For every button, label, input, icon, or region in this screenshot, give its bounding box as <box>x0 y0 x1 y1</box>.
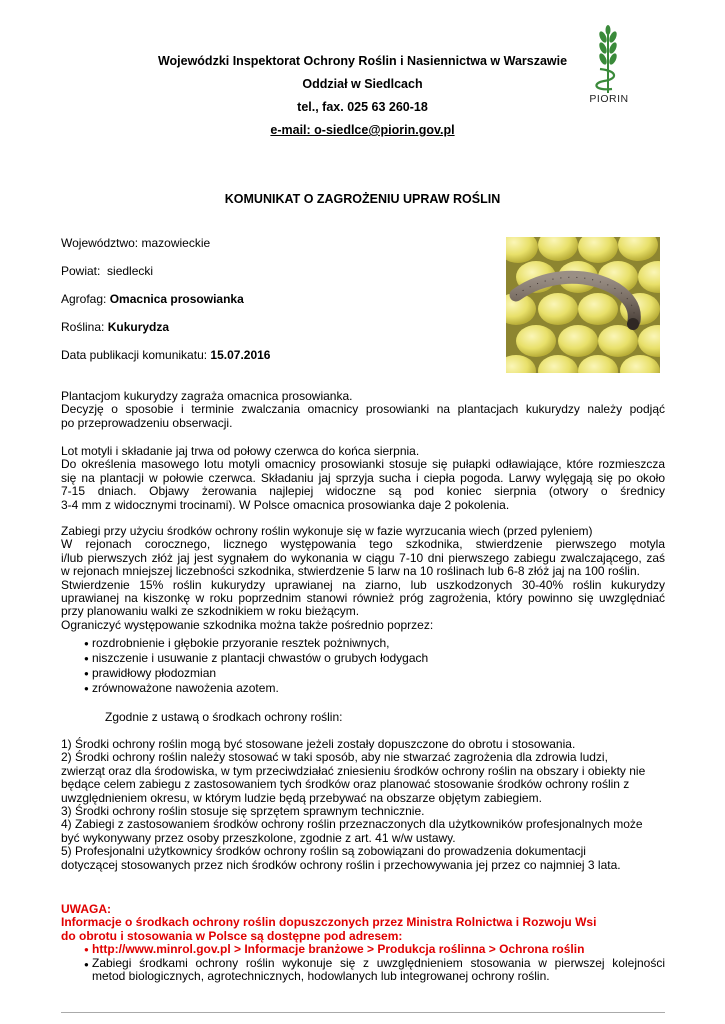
list-item: ● zrównoważone nawożenia azotem. <box>61 681 665 696</box>
footer-divider <box>61 1012 665 1013</box>
prevention-list <box>61 636 665 696</box>
larva-photo <box>506 237 660 373</box>
field-agrofag: Agrofag: Omacnica prosowianka <box>61 292 244 306</box>
paragraph-treatment: Zabiegi przy użyciu środków ochrony roślin wykonuje się w fazie wyrzucania wiech (przed pyleniem) W rejonach corocznego, licznego występowania tego szkodnika, stwierdzenie pierwszego motyla i/lub pierwszych złóż jaj jest sygnałem do wykonania w ciągu 7-10 dni pierwszego zabiegu zwalczającego, zaś w rejonach mniejszej liczebności szkodnika, stwierdzenie 5 larw na 10 roślinach lub 6-8 złóż jaj na 100 roślin. Stwierdzenie 15% roślin kukurydzy uprawianej na ziarno, lub uszkodzonych 30-40% roślin kukurydzy uprawianej na kiszonkę w roku poprzednim stanowi również próg zagrożenia, który powinno się uwzględniać przy planowaniu walki ze szkodnikiem w roku bieżącym. Ograniczyć występowanie szkodnika można także pośrednio poprzez: <box>61 524 665 632</box>
field-data-publikacji: Data publikacji komunikatu: 15.07.2016 <box>61 348 271 362</box>
paragraph-flight: Lot motyli i składanie jaj trwa od połowy czerwca do końca sierpnia. Do określenia masowego lotu motyli omacnicy prosowianki stosuje się pułapki odławiające, które rozmieszcza się na plantacji w połowie czerwca. Składaniu jaj sprzyja sucha i ciepła pogoda. Larwy wylęgają się po około 7-15 dniach. Objawy żerowania najlepiej widoczne są pod koniec sierpnia (otwory o średnicy 3-4 mm z widocznymi trocinami). W Polsce omacnica prosowianka daje 2 pokolenia. <box>61 444 665 512</box>
law-intro: Zgodnie z ustawą o środkach ochrony roślin: <box>105 710 343 724</box>
header-email[interactable]: e-mail: o-siedlce@piorin.gov.pl <box>270 123 455 137</box>
law-points: 1) Środki ochrony roślin mogą być stosowane jeżeli zostały dopuszczone do obrotu i stosowania. 2) Środki ochrony roślin należy stosować w taki sposób, aby nie stwarzać zagrożenia dla zdrowia ludzi, zwierząt oraz dla środowiska, w tym przeciwdziałać zniesieniu środków ochrony roślin na obszary i obiekty nie będące celem zabiegu z zastosowaniem tych środków oraz planować stosowanie środków ochrony roślin z uwzględnieniem okresu, w którym ludzie będą przebywać na obszarze objętym zabiegiem. 3) Środki ochrony roślin stosuje się sprzętem sprawnym technicznie. 4) Zabiegi z zastosowaniem środków ochrony roślin przeznaczonych dla użytkowników profesjonalnych może być wykonywany przez osoby przeszkolone, zgodnie z art. 41 w/w ustawy. 5) Profesjonalni użytkownicy środków ochrony roślin są zobowiązani do prowadzenia dokumentacji dotyczącej stosowanych przez nich środków ochrony roślin i przechowywania jej przez co najmniej 3 lata. <box>61 737 646 872</box>
paragraph-intro: Plantacjom kukurydzy zagraża omacnica prosowianka. Decyzję o sposobie i terminie zwalczania omacnicy prosowianki na plantacjach kukurydzy należy podjąć po przeprowadzeniu obserwacji. <box>61 389 665 430</box>
ministry-link[interactable]: ● http://www.minrol.gov.pl > Informacje branżowe > Produkcja roślinna > Ochrona roślin <box>61 942 665 957</box>
list-item: ● niszczenie i usuwanie z plantacji chwastów o grubych łodygach <box>61 651 665 666</box>
page-title: KOMUNIKAT O ZAGROŻENIU UPRAW ROŚLIN <box>224 192 501 206</box>
field-wojewodztwo: Województwo: mazowieckie <box>61 236 211 250</box>
list-item: ● Zabiegi środkami ochrony roślin wykonuje się z uwzględnieniem stosowania w pierwszej kolejności metod biologicznych, agrotechnicznych, hodowlanych lub integrowanej ochrony roślin. <box>61 957 665 984</box>
header-branch: Oddział w Siedlcach <box>302 77 423 91</box>
warning-list <box>61 942 665 984</box>
list-item: ● prawidłowy płodozmian <box>61 666 665 681</box>
logo-text: PIORIN <box>589 93 629 105</box>
header-phone: tel., fax. 025 63 260-18 <box>297 100 428 114</box>
warning-block: UWAGA: Informacje o środkach ochrony roślin dopuszczonych przez Ministra Rolnictwa i Rozwoju Wsi do obrotu i stosowania w Polsce są dostępne pod adresem: <box>61 903 665 943</box>
list-item: ● rozdrobnienie i głębokie przyoranie resztek pożniwnych, <box>61 636 665 651</box>
field-powiat: Powiat: siedlecki <box>61 264 154 278</box>
header-institution: Wojewódzki Inspektorat Ochrony Roślin i Nasiennictwa w Warszawie <box>157 54 568 68</box>
warning-heading: UWAGA: <box>61 902 111 916</box>
field-roslina: Roślina: Kukurydza <box>61 320 170 334</box>
